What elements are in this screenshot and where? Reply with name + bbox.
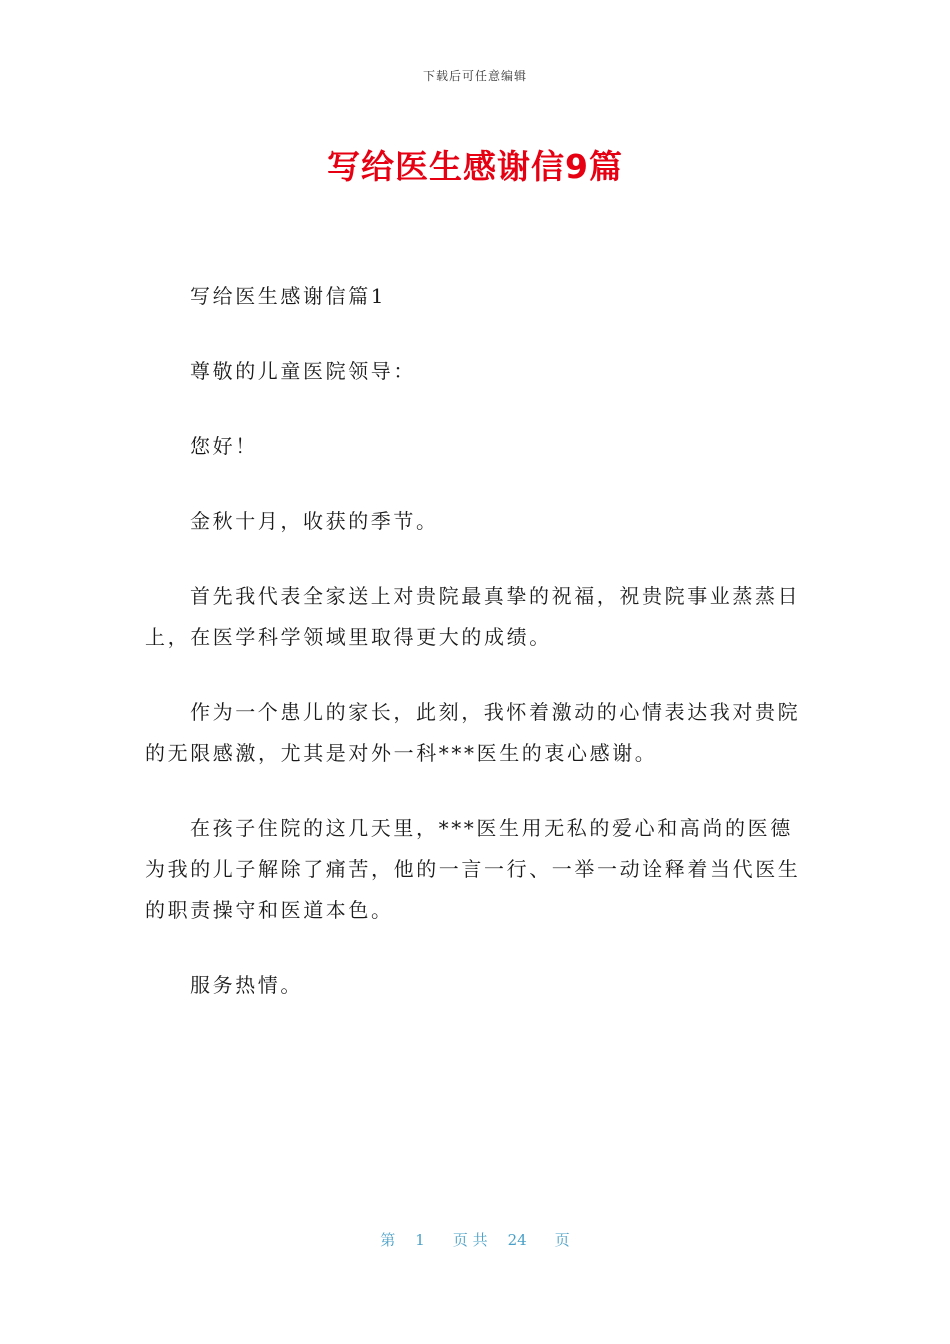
current-page-number: 1 (415, 1231, 425, 1249)
body-paragraph: 首先我代表全家送上对贵院最真挚的祝福，祝贵院事业蒸蒸日上，在医学科学领域里取得更大的成绩。 (145, 584, 801, 649)
section-heading: 写给医生感谢信篇1 (190, 284, 387, 308)
body-paragraph: 服务热情。 (190, 973, 303, 997)
footer-middle: 页 共 (452, 1231, 488, 1249)
salutation: 尊敬的儿童医院领导： (190, 359, 416, 383)
total-pages-number: 24 (507, 1231, 527, 1249)
body-paragraph: 作为一个患儿的家长，此刻，我怀着激动的心情表达我对贵院的无限感激，尤其是对外一科***医生的衷心感谢。 (145, 700, 801, 765)
body-paragraph: 金秋十月，收获的季节。 (190, 509, 439, 533)
footer-prefix: 第 (380, 1231, 396, 1249)
footer-suffix: 页 (554, 1231, 570, 1249)
document-title: 写给医生感谢信9篇 (327, 147, 623, 186)
greeting: 您好！ (190, 434, 258, 458)
header-note: 下载后可任意编辑 (422, 69, 527, 83)
page-footer (0, 1229, 950, 1250)
document-body (145, 276, 805, 1040)
body-paragraph: 在孩子住院的这几天里，***医生用无私的爱心和高尚的医德为我的儿子解除了痛苦，他的一言一行、一举一动诠释着当代医生的职责操守和医道本色。 (145, 816, 801, 922)
